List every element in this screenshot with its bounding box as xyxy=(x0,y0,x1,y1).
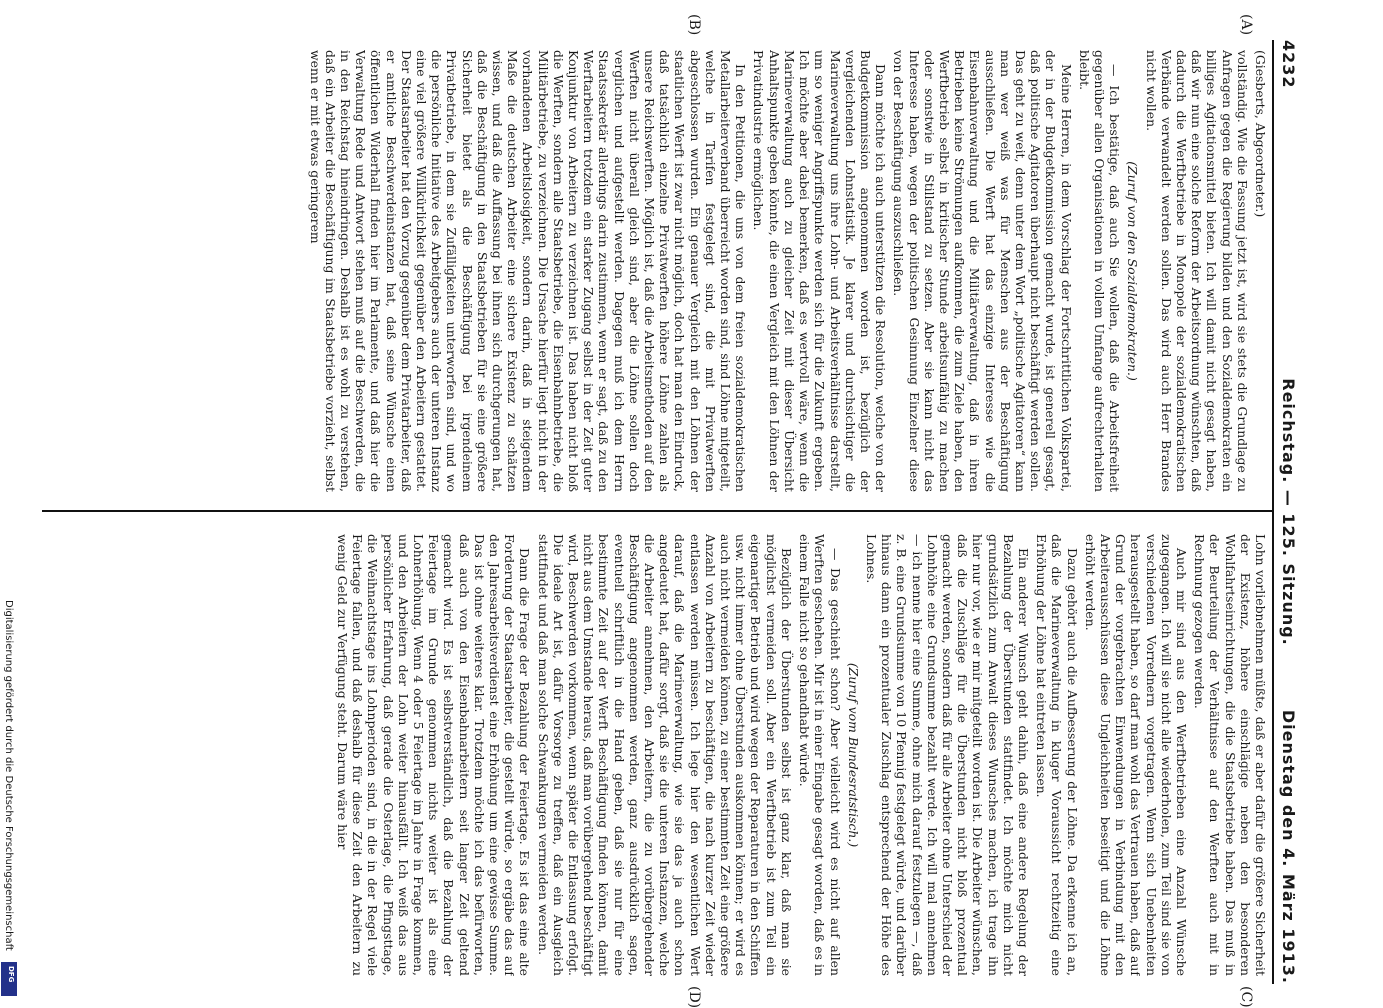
paragraph: Dazu gehört auch die Aufbesserung der Löhne. Da erkenne ich an, daß die Marineverwaltung in kluger Voraussicht rechtzeitig eine Erhöhung der Löhne hat eintreten lassen. xyxy=(1034,534,1080,976)
dfg-logo xyxy=(1,962,17,996)
paragraph: — Das geschieht schon? Aber vielleicht wird es nicht auf allen Werften geschehen. Mir ist in einer Eingabe gesagt worden, daß es in einem Falle nicht so gehandhabt würde. xyxy=(797,534,843,976)
paragraph: Lohn vorliebnehmen müßte, daß er aber dafür die größere Sicherheit der Existenz, höhere einschlägige neben den besonderen Wohlfahrtseinrichtungen, die die Staatsbetriebe haben. Das muß in der Beurteilung der Verhältnisse auf den Werften auch mit in Rechnung gezogen werden. xyxy=(1192,534,1268,976)
paragraph: Auch mir sind aus den Werftbetrieben eine Anzahl Wünsche zugegangen. Ich will sie nicht alle wiederholen, zum Teil sind sie von verschiedenen Vorrednern vorgetragen. Wenn sich Unebenheiten herausgestellt haben, so darf man wohl das Vertrauen haben, daß auf Grund der vorgebrachten Einwendungen in Verbindung mit den Arbeiterausschüssen diese Ungleichheiten beseitigt und die Löhne erhöht werden. xyxy=(1082,534,1189,976)
paragraph: vollständig. Wie die Fassung jetzt ist, wird sie stets die Grundlage zu Anfragen gegen die Regierung bilden und den Sozialdemokraten ein billiges Agitationsmittel bieten. Ich will damit nicht gesagt haben, daß wir nun eine solche Reform der Arbeitsordnung wünschten, daß dadurch die Werftbetriebe in Monopole der sozialdemokratischen Verbände verwandelt werden sollen. Das wird auch Herr Brandes nicht wollen. xyxy=(1143,50,1250,492)
paragraph: Dann möchte ich auch unterstützen die Resolution, welche von der Budgetkommission angenommen worden ist, bezüglich der vergleichenden Lohnstatistik. Je klarer und durchsichtiger die Marineverwaltung uns ihre Lohn- und Arbeitsverhältnisse darstellt, um so weniger Angriffspunkte werden sich für die Zukunft ergeben. Ich möchte aber dabei bemerken, daß es wertvoll wäre, wenn die Marineverwaltung auch zu gleicher Zeit mit dieser Übersicht Anhaltspunkte geben könnte, die einen Vergleich mit den Löhnen der Privatindustrie ermöglichen. xyxy=(751,50,889,492)
paragraph: In den Petitionen, die uns von dem freien sozialdemokratischen Metallarbeiterverband überreicht worden sind, sind Löhne mitgeteilt, welche in Tarifen festgelegt sind, die mit Privatwerften abgeschlossen wurden. Ein genauer Vergleich mit den Löhnen der staatlichen Werft ist zwar nicht möglich, doch hat man den Eindruck, daß tatsächlich einzelne Privatwerften höhere Löhne zahlen als unsere Reichswerften. Möglich ist, daß die Arbeitsmethoden auf den Werften nicht überall gleich sind, aber die Löhne sollen doch verglichen und aufgestellt werden. Dagegen muß ich dem Herrn Staatssekretär allerdings darin zustimmen, wenn er sagt, daß zu den Werftarbeitern trotzdem ein starker Zugang selbst in der Zeit guter Konjunktur von Arbeitern zu verzeichnen ist. Das haben nicht bloß die Werften, sondern alle Staatsbetriebe, die Eisenbahnbetriebe, die Militärbetriebe, zu verzeichnen. Die Ursache hierfür liegt nicht in der vorhandenen Arbeitslosigkeit, sondern darin, daß in steigendem Maße die deutschen Arbeiter eine sichere Existenz zu schätzen wissen, und daß die Auffassung bei ihnen sich durchgerungen hat, daß die Beschäftigung in den Staatsbetrieben für sie eine größere Sicherheit bietet als die Beschäftigung bei irgendeinem Privatbetriebe, in dem sie Zufälligkeiten unterworfen sind, und wo die persönliche Initiative des Arbeitgebers auch der unteren Instanz eine viel größere Willkürlichkeit gegenüber den Arbeitern gestattet. Der Staatsarbeiter hat den Vorzug gegenüber dem Privatarbeiter, daß er amtliche Beschwerdeinstanzen hat, daß seine Wünsche einen öffentlichen Widerhall finden hier im Parlamente, und daß hier die Verwaltung Rede und Antwort stehen muß auf die Beschwerden, die in den Reichstag hineindringen. Deshalb ist es wohl zu verstehen, daß ein Arbeiter die Beschäftigung im Staatsbetriebe vorzieht, selbst wenn er mit etwas geringerem xyxy=(307,50,749,492)
paragraph: Dann die Frage der Bezahlung der Feiertage. Es ist das eine alte Forderung der Staatsarbeiter, die gestellt würde, so ergäbe das auf den Jahresarbeitsverdienst eine Erhöhung um eine gewisse Summe. Das ist ohne weiteres klar. Trotzdem möchte ich das befürworten, daß auch von den Eisenbahnarbeitern seit langer Zeit geltend gemacht wird. Es ist selbstverständlich, daß die Bezahlung der Feiertage im Grunde genommen nichts weiter ist als eine Lohnerhöhung. Wenn 4 oder 5 Feiertage im Jahre in Frage kommen, und den Arbeitern der Lohn weiter hinausfällt. Ich weiß das aus persönlicher Erfahrung, daß gerade die Osterlage, die Pfingsttage, die Weihnachtstage ins Lohnperioden sind, in die in der Regel viele Feiertage fallen, und daß deshalb für diese Zeit den Arbeitern zu wenig Geld zur Verfügung steht. Darum wäre hier xyxy=(335,534,533,976)
header-date: Dienstag den 4. März 1913. xyxy=(1279,709,1298,984)
left-column xyxy=(48,50,1268,492)
header-rule xyxy=(1272,40,1274,984)
paragraph: (Giesberts, Abgeordneter.) xyxy=(1253,50,1268,218)
paragraph: — Ich bestätige, daß auch Sie wollen, daß die Arbeitsfreiheit gegenüber allen Organisationen in vollem Umfange aufrechterhalten bleibt. xyxy=(1076,50,1123,492)
margin-letter-a: (A) xyxy=(1238,14,1254,36)
rotated-page-content xyxy=(32,14,1302,1008)
paragraph: (Zuruf vom Bundesratstisch.) xyxy=(845,662,861,848)
paragraph: Bezüglich der Überstunden selbst ist ganz klar, daß man sie möglichst vermeiden soll. Aber ein Werftbetrieb ist zum Teil ein eigenartiger Betrieb und wird wegen der Reparaturen in den Schiffen usw. nicht immer ohne Überstunden auskommen können; er wird es auch nicht vermeiden können, zu einer bestimmten Zeit eine größere Anzahl von Arbeitern zu beschäftigen, die nach kurzer Zeit wieder entlassen werden müssen. Ich lege hier den wesentlichen Wert darauf, daß die Marineverwaltung, wie sie das ja auch schon angedeutet hat, dafür sorgt, daß sie die unteren Instanzen, welche die Arbeiter annehmen, den Arbeitern, die zu vorübergehender Beschäftigung angenommen werden, ganz ausdrücklich sagen, eventuell schriftlich in die Hand geben, daß sie nur für eine bestimmte Zeit auf der Werft Beschäftigung finden können, damit nicht aus dem Umstande heraus, daß man vorübergehend beschäftigt wird, Beschwerden vorkommen, wenn später die Entlassung erfolgt. Die ideale Art ist, dafür Vorsorge zu treffen, daß ein Ausgleich stattfindet und daß man solche Schwankungen vermeiden werden. xyxy=(535,534,794,976)
header-title: Reichstag. — 125. Sitzung. xyxy=(1279,378,1298,646)
running-header xyxy=(1272,40,1302,984)
margin-letter-b: (B) xyxy=(686,14,702,36)
column-divider xyxy=(42,510,1272,512)
paragraph: (Zuruf von den Sozialdemokraten.) xyxy=(1125,161,1141,381)
paragraph: Meine Herren, in dem Vorschlag der Fortschrittlichen Volkspartei, der in der Budgetkommission gemacht wurde, ist generell gesagt, daß politische Agitatoren überhaupt nicht beschäftigt werden sollen. Das geht zu weit, denn unter dem Wort „politische Agitatoren“ kann man wer weiß was für Menschen aus der Beschäftigung ausschließen. Die Werft hat das einzige Interesse wie die Eisenbahnverwaltung und die Militärverwaltung, daß in ihren Betrieben keine Strömungen aufkommen, die zum Ziele haben, den Werftbetrieb selbst in kritischer Stunde arbeitsunfähig zu machen oder sonstwie in Stillstand zu setzen. Aber sie kann nicht das Interesse haben, wegen der politischen Gesinnung Einzelner diese von der Beschäftigung auszuschließen. xyxy=(891,50,1074,492)
page-number: 4232 xyxy=(1279,40,1298,89)
margin-letter-d: (D) xyxy=(686,986,702,1008)
digitization-note xyxy=(2,600,16,990)
dfg-logo-text: DFG xyxy=(7,966,15,983)
paragraph: Ein anderer Wunsch geht dahin, daß eine andere Regelung der Bezahlung der Überstunden stattfindet. Ich möchte mich nicht grundsätzlich zum Anwalt dieses Wunsches machen, ich trage ihn hier nur vor, wie er mir mitgeteilt worden ist. Die Arbeiter wünschen, daß die Zuschläge für die Überstunden nicht bloß prozentual gemacht werden, sondern daß für alle Arbeiter ohne Unterschied der Lohnhöhe eine Grundsumme bezahlt werde. Ich will mal annehmen — ich nenne hier eine Summe, ohne mich darauf festzulegen —, daß z. B. eine Grundsumme von 10 Pfennig festgelegt würde, und darüber hinaus dann ein prozentualer Zuschlag entsprechend der Höhe des Lohnes. xyxy=(863,534,1031,976)
right-column xyxy=(48,534,1268,976)
margin-letter-c: (C) xyxy=(1238,986,1254,1008)
digitization-note-text: Digitalisierung gefördert durch die Deutsche Forschungsgemeinschaft xyxy=(3,600,14,951)
